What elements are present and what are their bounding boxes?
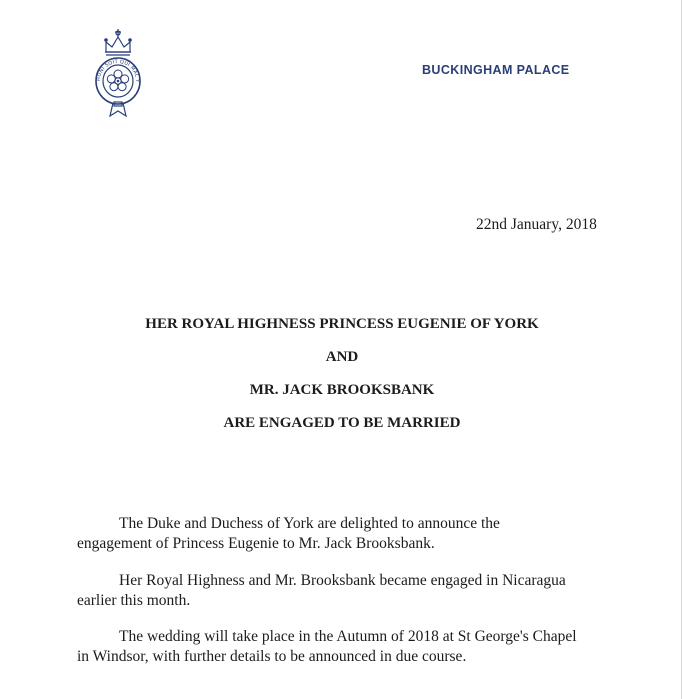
- paragraph-line: engagement of Princess Eugenie to Mr. Jack Brooksbank.: [77, 535, 435, 552]
- paragraph-line: The wedding will take place in the Autumn of 2018 at St George's Chapel: [119, 628, 577, 645]
- paragraph-line: earlier this month.: [77, 592, 191, 609]
- body-paragraph-3: [77, 627, 637, 667]
- organisation-name: BUCKINGHAM PALACE: [422, 63, 570, 77]
- headline-line-4: ARE ENGAGED TO BE MARRIED: [223, 415, 461, 431]
- headline-line-3: MR. JACK BROOKSBANK: [249, 382, 435, 398]
- headline-line-1: HER ROYAL HIGHNESS PRINCESS EUGENIE OF YORK: [145, 316, 539, 332]
- headline-line-2: AND: [325, 349, 359, 365]
- body-paragraph-1: [77, 514, 637, 554]
- svg-text:HONI SOIT QUI MAL Y PENSE: HONI SOIT QUI MAL Y: [95, 58, 141, 83]
- paragraph-line: Her Royal Highness and Mr. Brooksbank became engaged in Nicaragua: [119, 572, 566, 589]
- paragraph-line: The Duke and Duchess of York are delighted to announce the: [119, 515, 500, 532]
- body-paragraph-2: [77, 571, 637, 611]
- royal-crest-icon: [92, 26, 144, 120]
- paragraph-line: in Windsor, with further details to be announced in due course.: [77, 648, 467, 665]
- release-date: 22nd January, 2018: [476, 216, 597, 233]
